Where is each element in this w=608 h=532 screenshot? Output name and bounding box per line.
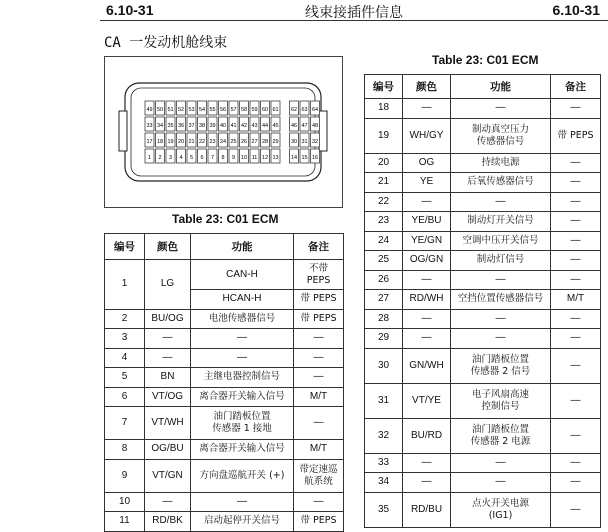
- page-header: [0, 0, 608, 20]
- connector-diagram: [105, 57, 342, 207]
- table-row: [365, 473, 601, 493]
- pin-note: —: [551, 348, 601, 383]
- table-row: [365, 231, 601, 251]
- connector-pin-number: 52: [177, 107, 185, 113]
- connector-pin-number: 60: [261, 107, 269, 113]
- col-number-header: 编号: [365, 75, 403, 99]
- pin-function: 制动真空压力 传感器信号: [451, 118, 551, 153]
- wire-color: —: [145, 348, 191, 368]
- header-rule: [100, 20, 608, 21]
- wire-color: RD/BU: [403, 492, 451, 527]
- connector-pin-number: 39: [209, 123, 216, 129]
- connector-pin-number: 59: [251, 107, 258, 113]
- wire-color: VT/WH: [145, 407, 191, 440]
- table-header-row: [105, 234, 344, 260]
- col-color-header: 颜色: [145, 234, 191, 260]
- pin-note: —: [551, 192, 601, 212]
- pin-number: 8: [105, 440, 145, 460]
- pin-note: M/T: [551, 290, 601, 310]
- pin-note: 带 PEPS: [294, 309, 344, 329]
- pin-function: 方向盘巡航开关 (+): [191, 459, 294, 492]
- connector-pin-number: 3: [168, 155, 173, 161]
- pin-note: —: [551, 492, 601, 527]
- connector-pin-number: 11: [251, 155, 258, 161]
- pin-number: 35: [365, 492, 403, 527]
- wire-color: RD/BK: [145, 512, 191, 532]
- table-row: [105, 440, 344, 460]
- col-function-header: 功能: [451, 75, 551, 99]
- pin-note: —: [294, 492, 344, 512]
- pin-function: 制动灯信号: [451, 251, 551, 271]
- connector-pin-number: 62: [290, 107, 298, 113]
- pin-number: 32: [365, 418, 403, 453]
- pin-function: 后氧传感器信号: [451, 173, 551, 193]
- table-row: [365, 192, 601, 212]
- connector-pin-number: 41: [230, 123, 237, 129]
- pin-note: —: [551, 173, 601, 193]
- wire-color: OG/BU: [145, 440, 191, 460]
- pin-number: 22: [365, 192, 403, 212]
- table-row: [365, 118, 601, 153]
- connector-pin-number: 5: [189, 155, 194, 161]
- pin-note: M/T: [294, 387, 344, 407]
- pin-function: 油门踏板位置 传感器 2 信号: [451, 348, 551, 383]
- table-row: [105, 459, 344, 492]
- page-header-title: 线束接插件信息: [305, 4, 403, 20]
- wire-color: WH/GY: [403, 118, 451, 153]
- connector-pin-number: 17: [146, 139, 153, 145]
- connector-pin-number: 21: [188, 139, 195, 145]
- connector-pin-number: 34: [156, 123, 164, 129]
- pin-function: —: [451, 453, 551, 473]
- table-row: [365, 453, 601, 473]
- connector-pin-number: 30: [290, 139, 298, 145]
- table-row: [365, 383, 601, 418]
- table-row: [105, 492, 344, 512]
- pin-note: M/T: [294, 440, 344, 460]
- pin-number: 27: [365, 290, 403, 310]
- pin-function: 点火开关电源 (IG1): [451, 492, 551, 527]
- wire-color: YE: [403, 173, 451, 193]
- wire-color: —: [403, 329, 451, 349]
- table-row: [105, 407, 344, 440]
- pin-function: 制动灯开关信号: [451, 212, 551, 232]
- table-row: [365, 173, 601, 193]
- pin-number: 34: [365, 473, 403, 493]
- connector-pin-number: 15: [301, 155, 308, 161]
- connector-pin-number: 58: [240, 107, 248, 113]
- connector-pin-number: 64: [311, 107, 319, 113]
- connector-pin-number: 53: [188, 107, 195, 113]
- connector-pin-number: 12: [261, 155, 269, 161]
- wire-color: BU/OG: [145, 309, 191, 329]
- table-row: [105, 260, 344, 290]
- table-row: [365, 309, 601, 329]
- pin-note: —: [551, 453, 601, 473]
- wire-color: —: [403, 473, 451, 493]
- connector-pin-number: 36: [177, 123, 185, 129]
- connector-pin-number: 40: [219, 123, 227, 129]
- table-row: [365, 329, 601, 349]
- connector-pin-number: 29: [272, 139, 279, 145]
- wire-color: OG/GN: [403, 251, 451, 271]
- table-row: [105, 387, 344, 407]
- pin-function: —: [451, 192, 551, 212]
- wire-color: BN: [145, 368, 191, 388]
- pin-function: 启动起停开关信号: [191, 512, 294, 532]
- pin-function: 空挡位置传感器信号: [451, 290, 551, 310]
- col-function-header: 功能: [191, 234, 294, 260]
- wire-color: GN/WH: [403, 348, 451, 383]
- pin-function: —: [451, 309, 551, 329]
- connector-pin-number: 26: [240, 139, 248, 145]
- connector-pin-number: 20: [177, 139, 185, 145]
- page-number-right: 6.10-31: [552, 2, 600, 18]
- pin-function: 电子风扇高速 控制信号: [451, 383, 551, 418]
- connector-pin-number: 61: [272, 107, 279, 113]
- connector-pin-number: 46: [290, 123, 298, 129]
- connector-pin-number: 4: [179, 155, 183, 161]
- wire-color: —: [145, 492, 191, 512]
- table-row: [365, 348, 601, 383]
- pin-number: 4: [105, 348, 145, 368]
- pin-number: 21: [365, 173, 403, 193]
- pin-number: 10: [105, 492, 145, 512]
- pin-number: 25: [365, 251, 403, 271]
- table-row: [365, 418, 601, 453]
- connector-pin-number: 44: [261, 123, 269, 129]
- connector-pin-number: 14: [290, 155, 298, 161]
- wire-color: OG: [403, 153, 451, 173]
- pin-note: —: [294, 368, 344, 388]
- connector-pin-number: 7: [210, 155, 215, 161]
- pin-note: 带 PEPS: [551, 118, 601, 153]
- connector-pin-number: 45: [272, 123, 279, 129]
- connector-pin-number: 57: [230, 107, 237, 113]
- pin-function: 电池传感器信号: [191, 309, 294, 329]
- pin-number: 31: [365, 383, 403, 418]
- table-row: [105, 348, 344, 368]
- pin-note: 带 PEPS: [294, 512, 344, 532]
- connector-pin-number: 55: [209, 107, 216, 113]
- left-table-caption: Table 23: C01 ECM: [172, 212, 279, 226]
- connector-pin-number: 13: [272, 155, 279, 161]
- connector-pin-number: 16: [311, 155, 319, 161]
- connector-pin-number: 1: [147, 155, 152, 161]
- pin-note: —: [551, 231, 601, 251]
- pin-note: —: [294, 407, 344, 440]
- table-row: [365, 153, 601, 173]
- pin-note: —: [551, 329, 601, 349]
- connector-pin-number: 48: [311, 123, 319, 129]
- connector-pin-number: 23: [209, 139, 216, 145]
- connector-pin-number: 49: [146, 107, 153, 113]
- pin-note: —: [551, 212, 601, 232]
- wire-color: —: [403, 99, 451, 119]
- left-pin-table: [104, 233, 344, 532]
- connector-pin-number: 38: [198, 123, 206, 129]
- pin-function: —: [191, 492, 294, 512]
- pin-number: 20: [365, 153, 403, 173]
- table-row: [105, 309, 344, 329]
- pin-note: —: [551, 473, 601, 493]
- col-number-header: 编号: [105, 234, 145, 260]
- wire-color: —: [403, 270, 451, 290]
- connector-pin-number: 22: [198, 139, 206, 145]
- pin-note: —: [551, 418, 601, 453]
- pin-note: 不带 PEPS: [294, 260, 344, 290]
- wire-color: VT/GN: [145, 459, 191, 492]
- pin-function: 离合器开关输入信号: [191, 387, 294, 407]
- connector-pin-number: 56: [219, 107, 227, 113]
- connector-pin-number: 2: [158, 155, 162, 161]
- pin-number: 9: [105, 459, 145, 492]
- connector-pin-number: 24: [219, 139, 227, 145]
- pin-function: 油门踏板位置 传感器 1 接地: [191, 407, 294, 440]
- pin-number: 30: [365, 348, 403, 383]
- wire-color: —: [403, 309, 451, 329]
- pin-note: —: [294, 348, 344, 368]
- connector-pin-number: 10: [240, 155, 248, 161]
- table-header-row: [365, 75, 601, 99]
- pin-note: —: [551, 270, 601, 290]
- pin-function: —: [191, 329, 294, 349]
- col-note-header: 备注: [551, 75, 601, 99]
- connector-pin-number: 43: [251, 123, 258, 129]
- connector-pin-number: 9: [231, 155, 236, 161]
- pin-note: —: [294, 329, 344, 349]
- pin-function: CAN-H: [191, 260, 294, 290]
- connector-pin-number: 37: [188, 123, 195, 129]
- pin-function: 油门踏板位置 传感器 2 电源: [451, 418, 551, 453]
- pin-note: —: [551, 99, 601, 119]
- pin-note: —: [551, 383, 601, 418]
- wire-color: VT/OG: [145, 387, 191, 407]
- wire-color: —: [403, 453, 451, 473]
- pin-function: 离合器开关输入信号: [191, 440, 294, 460]
- connector-pin-number: 32: [311, 139, 319, 145]
- wire-color: RD/WH: [403, 290, 451, 310]
- pin-function: —: [451, 329, 551, 349]
- pin-function: HCAN-H: [191, 290, 294, 310]
- connector-pin-number: 33: [146, 123, 153, 129]
- pin-number: 28: [365, 309, 403, 329]
- table-row: [365, 212, 601, 232]
- pin-number: 11: [105, 512, 145, 532]
- table-row: [365, 251, 601, 271]
- pin-function: 主继电器控制信号: [191, 368, 294, 388]
- pin-number: 29: [365, 329, 403, 349]
- right-table-caption: Table 23: C01 ECM: [432, 53, 539, 67]
- pin-number: 5: [105, 368, 145, 388]
- pin-number: 2: [105, 309, 145, 329]
- connector-pin-number: 28: [261, 139, 269, 145]
- table-row: [105, 368, 344, 388]
- connector-pin-number: 8: [221, 155, 225, 161]
- connector-pin-number: 50: [156, 107, 164, 113]
- connector-pin-number: 18: [156, 139, 164, 145]
- pin-function: —: [451, 99, 551, 119]
- connector-pin-number: 35: [167, 123, 174, 129]
- page-number-left: 6.10-31: [106, 2, 154, 18]
- table-row: [365, 270, 601, 290]
- pin-note: 带定速巡 航系统: [294, 459, 344, 492]
- pin-number: 3: [105, 329, 145, 349]
- table-row: [365, 492, 601, 527]
- connector-pin-number: 63: [301, 107, 308, 113]
- pin-number: 24: [365, 231, 403, 251]
- wire-color: YE/GN: [403, 231, 451, 251]
- connector-pin-number: 54: [198, 107, 206, 113]
- pin-number: 26: [365, 270, 403, 290]
- connector-pin-number: 51: [167, 107, 174, 113]
- col-color-header: 颜色: [403, 75, 451, 99]
- connector-figure: [104, 56, 343, 208]
- connector-pin-number: 27: [251, 139, 258, 145]
- section-title: CA 一发动机舱线束: [104, 35, 228, 51]
- pin-note: 带 PEPS: [294, 290, 344, 310]
- wire-color: —: [403, 192, 451, 212]
- connector-pin-number: 19: [167, 139, 174, 145]
- right-pin-table: [364, 74, 601, 528]
- pin-number: 18: [365, 99, 403, 119]
- pin-note: —: [551, 309, 601, 329]
- pin-function: —: [191, 348, 294, 368]
- pin-function: —: [451, 473, 551, 493]
- pin-note: —: [551, 251, 601, 271]
- wire-color: —: [145, 329, 191, 349]
- table-row: [105, 329, 344, 349]
- wire-color: BU/RD: [403, 418, 451, 453]
- pin-note: —: [551, 153, 601, 173]
- connector-pin-number: 6: [200, 155, 204, 161]
- connector-pin-number: 47: [301, 123, 308, 129]
- pin-number: 33: [365, 453, 403, 473]
- wire-color: YE/BU: [403, 212, 451, 232]
- connector-pin-number: 31: [301, 139, 308, 145]
- pin-number: 23: [365, 212, 403, 232]
- pin-function: 持续电源: [451, 153, 551, 173]
- wire-color: VT/YE: [403, 383, 451, 418]
- pin-function: —: [451, 270, 551, 290]
- pin-number: 7: [105, 407, 145, 440]
- table-row: [365, 290, 601, 310]
- pin-number: 6: [105, 387, 145, 407]
- table-row: [365, 99, 601, 119]
- connector-pin-number: 42: [240, 123, 248, 129]
- table-row: [105, 512, 344, 532]
- col-note-header: 备注: [294, 234, 344, 260]
- pin-number: 1: [105, 260, 145, 310]
- pin-number: 19: [365, 118, 403, 153]
- pin-function: 空调中压开关信号: [451, 231, 551, 251]
- wire-color: LG: [145, 260, 191, 310]
- connector-pin-number: 25: [230, 139, 237, 145]
